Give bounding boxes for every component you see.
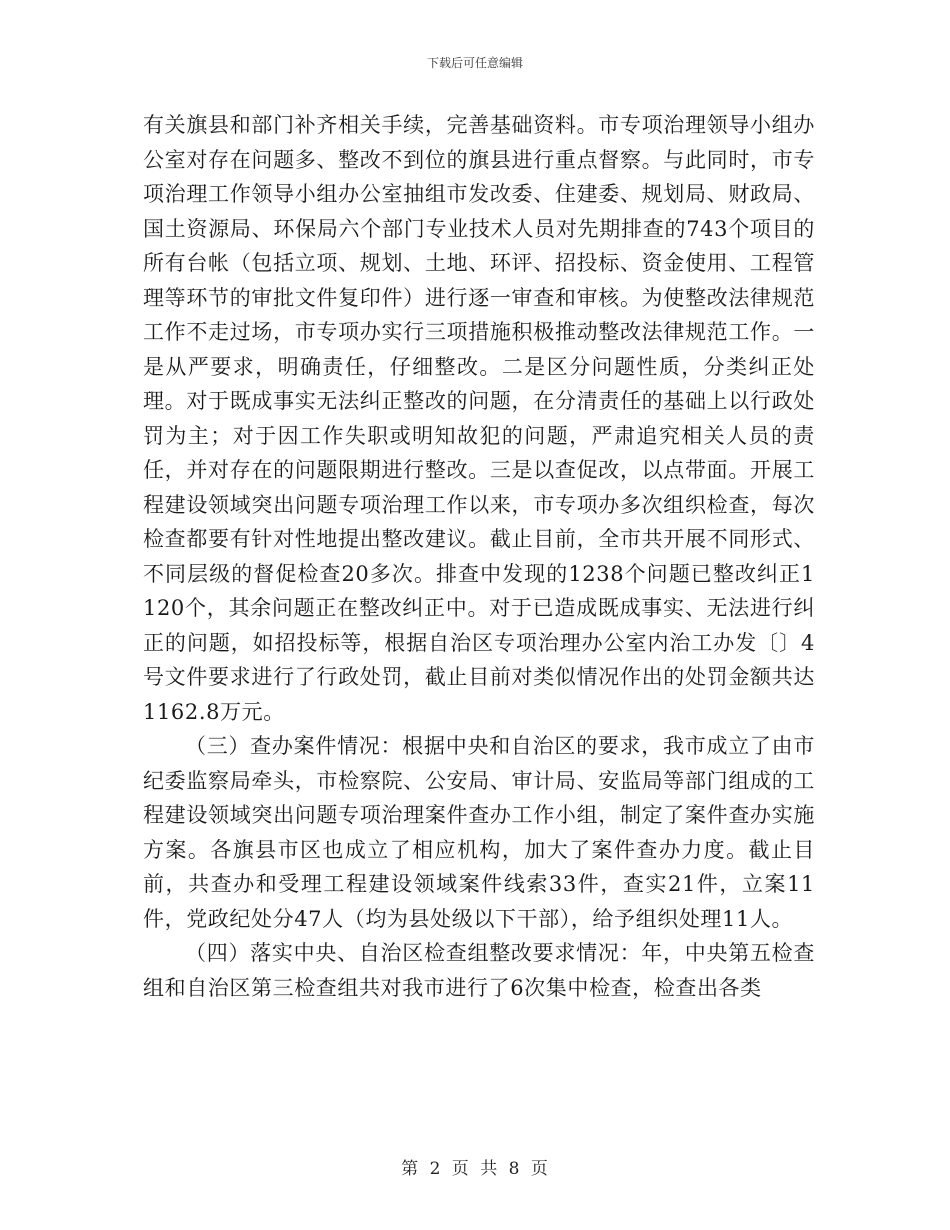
- footer-label-di: 第: [401, 1159, 420, 1179]
- document-body: [143, 108, 815, 1005]
- footer-label-ye: 页: [451, 1159, 470, 1179]
- footer-total-pages: 8: [508, 1159, 521, 1179]
- page-footer: [0, 1154, 950, 1179]
- header-note: 下载后可任意编辑: [426, 56, 523, 70]
- footer-label-gong: 共: [480, 1159, 499, 1179]
- body-paragraph-2: （三）查办案件情况：根据中央和自治区的要求，我市成立了由市纪委监察局牵头，市检察院、公安局、审计局、安监局等部门组成的工程建设领域突出问题专项治理案件查办工作小组，制定了案件查办实施方案。各旗县市区也成立了相应机构，加大了案件查办力度。截止目前，共查办和受理工程建设领域案件线索33件，查实21件，立案11件，党政纪处分47人（均为县处级以下干部），给予组织处理11人。: [143, 734, 815, 931]
- body-paragraph-3: （四）落实中央、自治区检查组整改要求情况：年，中央第五检查组和自治区第三检查组共对我市进行了6次集中检查，检查出各类: [143, 941, 815, 1000]
- body-paragraph-1: 有关旗县和部门补齐相关手续，完善基础资料。市专项治理领导小组办公室对存在问题多、整改不到位的旗县进行重点督察。与此同时，市专项治理工作领导小组办公室抽组市发改委、住建委、规划局、财政局、国土资源局、环保局六个部门专业技术人员对先期排查的743个项目的所有台帐（包括立项、规划、土地、环评、招投标、资金使用、工程管理等环节的审批文件复印件）进行逐一审查和审核。为使整改法律规范工作不走过场，市专项办实行三项措施积极推动整改法律规范工作。一是从严要求，明确责任，仔细整改。二是区分问题性质，分类纠正处理。对于既成事实无法纠正整改的问题，在分清责任的基础上以行政处罚为主；对于因工作失职或明知故犯的问题，严肃追究相关人员的责任，并对存在的问题限期进行整改。三是以查促改，以点带面。开展工程建设领域突出问题专项治理工作以来，市专项办多次组织检查，每次检查都要有针对性地提出整改建议。截止目前，全市共开展不同形式、不同层级的督促检查20多次。排查中发现的1238个问题已整改纠正1120个，其余问题正在整改纠正中。对于已造成既成事实、无法进行纠正的问题，如招投标等，根据自治区专项治理办公室内治工办发〔〕4号文件要求进行了行政处罚，截止目前对类似情况作出的处罚金额共达1162.8万元。: [143, 113, 815, 724]
- footer-label-ye-2: 页: [530, 1159, 549, 1179]
- footer-current-page: 2: [429, 1159, 442, 1179]
